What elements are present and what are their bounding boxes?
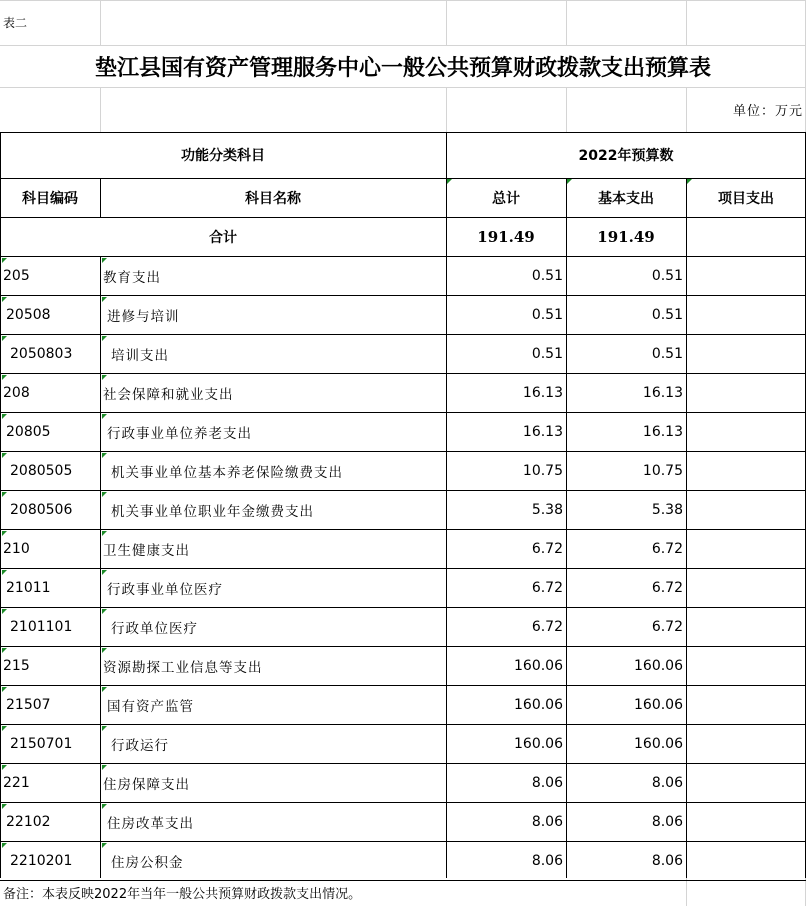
row-total-cell: 6.72 <box>531 618 563 635</box>
header-code: 科目编码 <box>22 190 78 207</box>
row-basic-cell: 6.72 <box>651 618 683 635</box>
row-total-cell: 160.06 <box>514 735 563 752</box>
row-name-cell: 社会保障和就业支出 <box>103 386 234 403</box>
row-basic-cell: 16.13 <box>642 384 683 401</box>
gridline-vertical <box>686 0 687 45</box>
row-project-cell <box>686 607 806 646</box>
gridline-vertical <box>446 87 447 132</box>
row-name-cell: 机关事业单位职业年金缴费支出 <box>111 503 314 520</box>
gridline-vertical <box>566 87 567 132</box>
row-code-cell: 221 <box>3 774 30 791</box>
row-code-cell: 2080506 <box>10 501 73 518</box>
header-functional-category: 功能分类科目 <box>181 148 265 164</box>
gridline-horizontal <box>0 0 806 1</box>
row-total-cell: 8.06 <box>531 774 563 791</box>
row-project-cell <box>686 568 806 607</box>
row-name-cell: 行政运行 <box>111 737 169 754</box>
row-code-cell: 21011 <box>6 579 51 596</box>
row-project-cell <box>686 841 806 880</box>
row-total-cell: 6.72 <box>531 579 563 596</box>
row-project-cell <box>686 451 806 490</box>
row-basic-cell: 160.06 <box>634 735 683 752</box>
unit-label: 单位：万元 <box>732 104 803 119</box>
row-basic-cell: 0.51 <box>651 267 683 284</box>
summary-total: 191.49 <box>477 227 535 246</box>
row-code-cell: 210 <box>3 540 30 557</box>
row-basic-cell: 8.06 <box>651 813 683 830</box>
row-code-cell: 22102 <box>6 813 51 830</box>
row-total-cell: 8.06 <box>531 852 563 869</box>
row-basic-cell: 160.06 <box>634 657 683 674</box>
row-name-cell: 住房保障支出 <box>103 776 190 793</box>
row-basic-cell: 160.06 <box>634 696 683 713</box>
row-total-cell: 6.72 <box>531 540 563 557</box>
row-total-cell: 16.13 <box>522 423 563 440</box>
row-code-cell: 2101101 <box>10 618 73 635</box>
sheet-label: 表二 <box>3 15 28 30</box>
row-project-cell <box>686 412 806 451</box>
row-project-cell <box>686 490 806 529</box>
row-total-cell: 0.51 <box>531 267 563 284</box>
row-code-cell: 205 <box>3 267 30 284</box>
header-budget-year: 2022年预算数 <box>578 148 674 164</box>
row-total-cell: 5.38 <box>531 501 563 518</box>
row-code-cell: 2080505 <box>10 462 73 479</box>
row-code-cell: 2210201 <box>10 852 73 869</box>
page-title: 垫江县国有资产管理服务中心一般公共预算财政拨款支出预算表 <box>94 55 711 81</box>
row-basic-cell: 10.75 <box>642 462 683 479</box>
row-code-cell: 21507 <box>6 696 51 713</box>
row-code-cell: 2050803 <box>10 345 73 362</box>
row-total-cell: 0.51 <box>531 345 563 362</box>
row-project-cell <box>686 802 806 841</box>
row-code-cell: 20805 <box>6 423 51 440</box>
row-basic-cell: 8.06 <box>651 852 683 869</box>
row-name-cell: 国有资产监管 <box>107 698 194 715</box>
row-total-cell: 160.06 <box>514 657 563 674</box>
row-project-cell <box>686 373 806 412</box>
header-name: 科目名称 <box>245 190 301 207</box>
row-name-cell: 行政事业单位养老支出 <box>107 425 252 442</box>
row-project-cell <box>686 256 806 295</box>
row-name-cell: 行政事业单位医疗 <box>107 581 223 598</box>
row-name-cell: 教育支出 <box>103 269 161 286</box>
gridline-vertical <box>100 87 101 132</box>
gridline-vertical <box>566 0 567 45</box>
header-total: 总计 <box>492 190 520 207</box>
header-project: 项目支出 <box>718 190 774 207</box>
row-basic-cell: 8.06 <box>651 774 683 791</box>
summary-project <box>686 217 806 256</box>
row-code-cell: 2150701 <box>10 735 73 752</box>
row-name-cell: 资源勘探工业信息等支出 <box>103 659 263 676</box>
row-project-cell <box>686 685 806 724</box>
row-total-cell: 8.06 <box>531 813 563 830</box>
footnote: 备注：本表反映2022年当年一般公共预算财政拨款支出情况。 <box>3 886 362 902</box>
row-code-cell: 208 <box>3 384 30 401</box>
summary-label: 合计 <box>209 229 237 246</box>
row-name-cell: 卫生健康支出 <box>103 542 190 559</box>
header-basic: 基本支出 <box>598 190 654 207</box>
row-total-cell: 0.51 <box>531 306 563 323</box>
row-total-cell: 10.75 <box>522 462 563 479</box>
row-project-cell <box>686 529 806 568</box>
summary-basic: 191.49 <box>597 227 655 246</box>
row-basic-cell: 6.72 <box>651 579 683 596</box>
row-project-cell <box>686 295 806 334</box>
row-name-cell: 机关事业单位基本养老保险缴费支出 <box>111 464 343 481</box>
row-name-cell: 进修与培训 <box>107 308 180 325</box>
row-project-cell <box>686 334 806 373</box>
row-basic-cell: 6.72 <box>651 540 683 557</box>
gridline-vertical <box>100 0 101 45</box>
row-basic-cell: 0.51 <box>651 345 683 362</box>
row-project-cell <box>686 646 806 685</box>
row-total-cell: 160.06 <box>514 696 563 713</box>
row-code-cell: 20508 <box>6 306 51 323</box>
row-name-cell: 行政单位医疗 <box>111 620 198 637</box>
row-basic-cell: 16.13 <box>642 423 683 440</box>
row-code-cell: 215 <box>3 657 30 674</box>
row-total-cell: 16.13 <box>522 384 563 401</box>
row-project-cell <box>686 763 806 802</box>
row-basic-cell: 0.51 <box>651 306 683 323</box>
row-name-cell: 住房公积金 <box>111 854 184 871</box>
row-project-cell <box>686 724 806 763</box>
row-basic-cell: 5.38 <box>651 501 683 518</box>
gridline-vertical <box>446 0 447 45</box>
row-name-cell: 住房改革支出 <box>107 815 194 832</box>
row-name-cell: 培训支出 <box>111 347 169 364</box>
